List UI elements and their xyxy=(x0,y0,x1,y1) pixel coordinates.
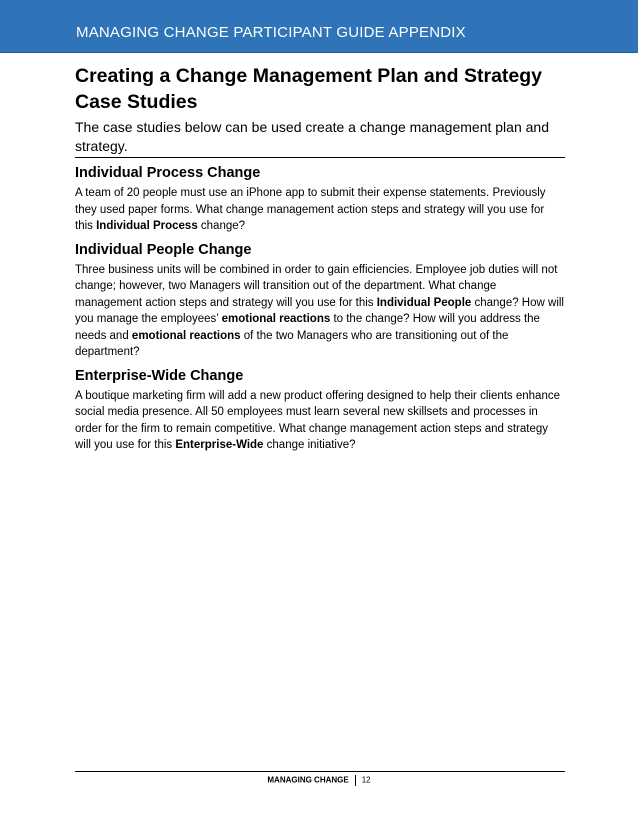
section-individual-process xyxy=(75,162,565,235)
section-body xyxy=(75,185,565,235)
section-body xyxy=(75,262,565,361)
footer-separator xyxy=(355,775,356,786)
emphasis-text: Individual Process xyxy=(96,220,198,232)
emphasis-text: Individual People xyxy=(376,296,472,309)
section-individual-people xyxy=(75,239,565,361)
body-text: to the change? How will you address the needs and xyxy=(75,313,540,342)
emphasis-text: emotional reactions xyxy=(221,313,331,325)
intro-paragraph: The case studies below can be used create a change management plan and strategy. xyxy=(75,118,565,158)
section-body xyxy=(75,388,565,454)
body-text: change? xyxy=(197,220,246,232)
body-text: change initiative? xyxy=(263,439,356,451)
section-heading: Individual Process Change xyxy=(75,165,261,181)
page-content xyxy=(75,63,565,454)
section-enterprise-wide xyxy=(75,365,565,454)
page-footer xyxy=(0,775,638,786)
emphasis-text: Enterprise-Wide xyxy=(175,439,264,451)
footer-rule xyxy=(75,771,565,772)
body-text: of the two Managers who are transitioning out of the department? xyxy=(75,329,509,358)
document-title: Creating a Change Management Plan and Strategy Case Studies xyxy=(75,65,543,113)
footer-label: MANAGING CHANGE xyxy=(267,775,349,785)
section-heading: Individual People Change xyxy=(75,241,252,258)
emphasis-text: emotional reactions xyxy=(131,329,241,342)
running-header-title: MANAGING CHANGE PARTICIPANT GUIDE APPENDIX xyxy=(76,24,466,41)
body-text: A boutique marketing firm will add a new product offering designed to help their clients enhance social media presence. All 50 employees must learn several new skillsets and processes in order for the firm to remain competitive. What change management action steps and strategy will you use for this xyxy=(75,389,560,451)
body-text: Three business units will be combined in order to gain efficiencies. Employee job duties will not change; however, two Managers will transition out of the department. What change management action steps and strategy will you use for this xyxy=(75,263,558,309)
body-text: change? How will you manage the employees’ xyxy=(75,296,564,325)
header-band xyxy=(0,0,638,53)
page-number: 12 xyxy=(361,775,371,785)
section-heading: Enterprise-Wide Change xyxy=(75,367,244,384)
body-text: A team of 20 people must use an iPhone app to submit their expense statements. Previously they used paper forms. What change management action steps and strategy will you use for this xyxy=(75,187,546,232)
